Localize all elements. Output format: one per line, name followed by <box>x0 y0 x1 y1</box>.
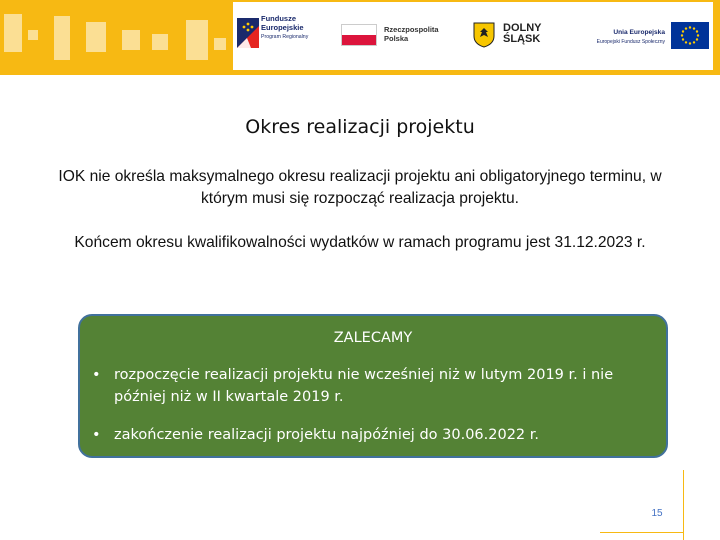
recommendation-heading: ZALECAMY <box>333 330 413 346</box>
bullet-icon: • <box>92 427 101 443</box>
dolny-slask-crest-icon <box>473 22 495 48</box>
fundusze-europejskie-text <box>261 15 308 42</box>
rzeczpospolita-line1: Rzeczpospolita <box>384 25 439 34</box>
fundusze-line2: Europejskie <box>261 22 304 32</box>
slide-title: Okres realizacji projektu <box>245 116 475 138</box>
unia-europejska-text <box>583 28 665 47</box>
paragraph-period: IOK nie określa maksymalnego okresu realizacji projektu ani obligatoryjnego terminu, w którym musi się rozpocząć realizacja projektu. <box>58 168 662 207</box>
header-decoration-block <box>28 30 38 40</box>
header-decoration-block <box>214 38 226 50</box>
dolny-slask-logo <box>473 18 565 52</box>
logo-strip <box>233 2 713 70</box>
fundusze-subtitle: Program Regionalny <box>261 34 309 40</box>
header-decoration-block <box>152 34 168 50</box>
header-decoration-block <box>86 22 106 52</box>
page-number: 15 <box>651 508 663 519</box>
rzeczpospolita-text <box>384 26 439 43</box>
header-decoration-block <box>122 30 140 50</box>
header-decoration-block <box>54 16 70 60</box>
eu-flag-icon <box>671 22 709 49</box>
unia-europejska-logo <box>583 20 709 52</box>
list-item <box>92 424 648 446</box>
fundusze-europejskie-icon <box>237 18 259 48</box>
corner-divider <box>683 470 684 540</box>
dolny-slask-line1: DOLNY <box>503 22 542 34</box>
rzeczpospolita-polska-logo <box>341 20 453 50</box>
paragraph-eligibility-end: Końcem okresu kwalifikowalności wydatków w ramach programu jest 31.12.2023 r. <box>74 234 646 251</box>
polish-flag-icon <box>341 24 377 46</box>
header-decoration-block <box>4 14 22 52</box>
corner-divider <box>600 532 684 533</box>
dolny-slask-line2: ŚLĄSK <box>503 33 541 45</box>
fundusze-europejskie-logo <box>237 14 333 60</box>
list-item-text: rozpoczęcie realizacji projektu nie wcześniej niż w lutym 2019 r. i nie później niż w II kwartale 2019 r. <box>114 367 614 405</box>
list-item <box>92 364 648 408</box>
fundusze-line1: Fundusze <box>261 14 296 23</box>
list-item-text: zakończenie realizacji projektu najpóźniej do 30.06.2022 r. <box>114 427 540 443</box>
unia-line1: Unia Europejska <box>613 29 665 36</box>
bullet-icon: • <box>92 367 101 383</box>
dolny-slask-text <box>503 23 542 45</box>
header-band <box>0 0 720 75</box>
recommendation-box <box>78 314 668 458</box>
header-decoration-block <box>186 20 208 60</box>
rzeczpospolita-line2: Polska <box>384 33 409 43</box>
unia-subtitle: Europejski Fundusz Społeczny <box>596 39 665 45</box>
